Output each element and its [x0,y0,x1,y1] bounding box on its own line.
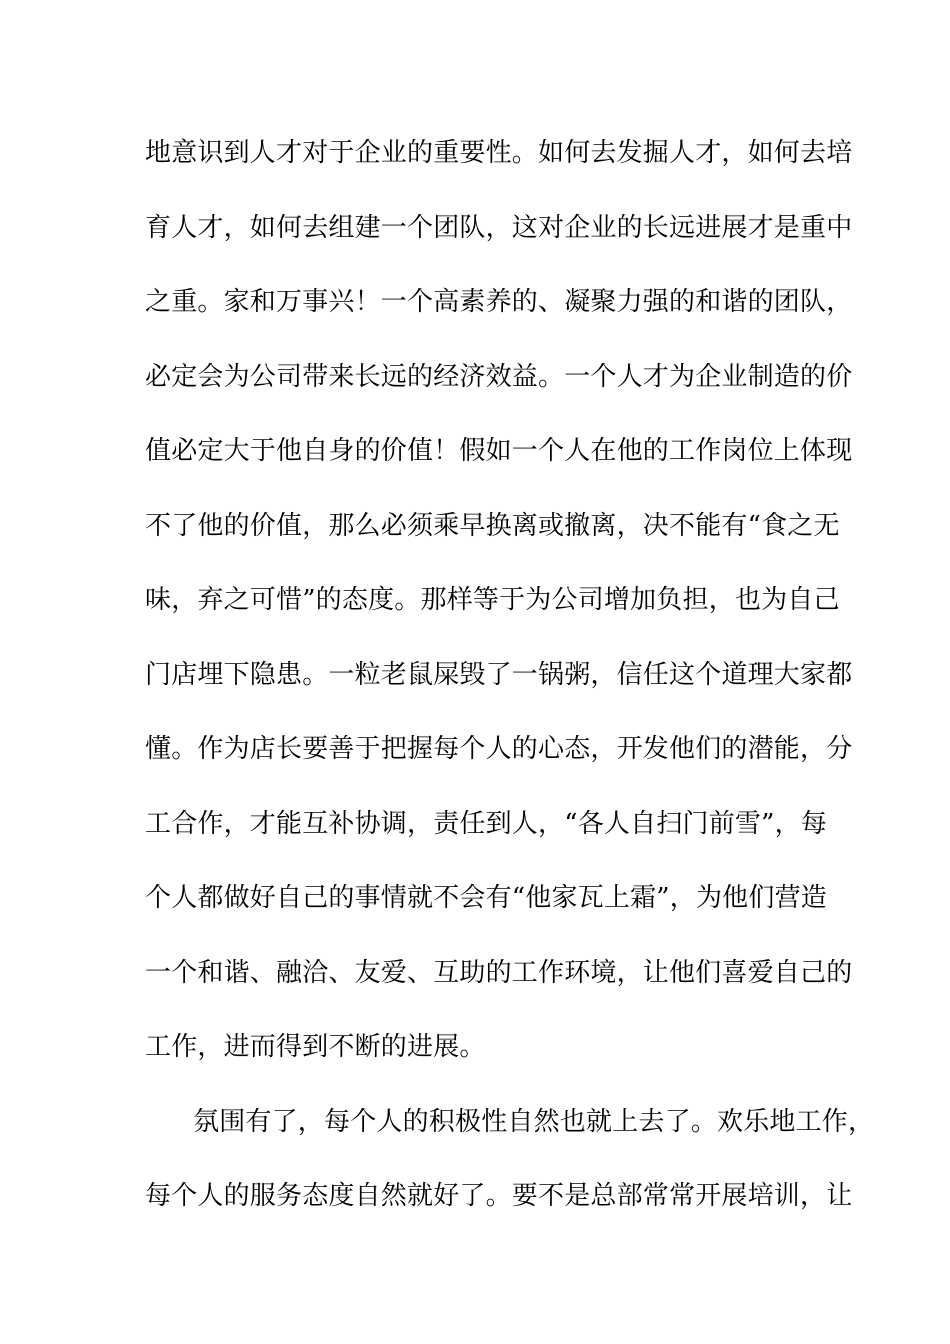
body-text [145,130,875,1248]
text-line: 门店埋下隐患。一粒老鼠屎毁了一锅粥，信任这个道理大家都 [145,659,853,690]
text-line: 工作，进而得到不断的进展。 [145,1032,486,1062]
text-line: 个人都做好自己的事情就不会有“他家瓦上霜”，为他们营造 [145,883,827,913]
text-line: 每个人的服务态度自然就好了。要不是总部常常开展培训，让 [145,1181,853,1211]
text-line: 味，弃之可惜”的态度。那样等于为公司增加负担，也为自己 [145,585,840,615]
text-line: 地意识到人才对于企业的重要性。如何去发掘人才，如何去培 [145,138,853,168]
text-line: 一个和谐、融洽、友爱、互助的工作环境，让他们喜爱自己的 [145,957,853,988]
text-line: 值必定大于他自身的价值！假如一个人在他的工作岗位上体现 [145,436,853,466]
text-line: 不了他的价值，那么必须乘早换离或撤离，决不能有“食之无 [145,510,840,541]
text-line: 必定会为公司带来长远的经济效益。一个人才为企业制造的价 [145,361,853,392]
text-line: 育人才，如何去组建一个团队，这对企业的长远进展才是重中 [145,212,853,243]
text-line: 懂。作为店长要善于把握每个人的心态，开发他们的潜能，分 [145,734,853,764]
text-line: 之重。家和万事兴！一个高素养的、凝聚力强的和谐的团队， [145,287,853,317]
paragraph-start-line: 氛围有了，每个人的积极性自然也就上去了。欢乐地工作， [193,1106,875,1137]
text-line: 工合作，才能互补协调，责任到人，“各人自扫门前雪”，每 [145,808,827,839]
